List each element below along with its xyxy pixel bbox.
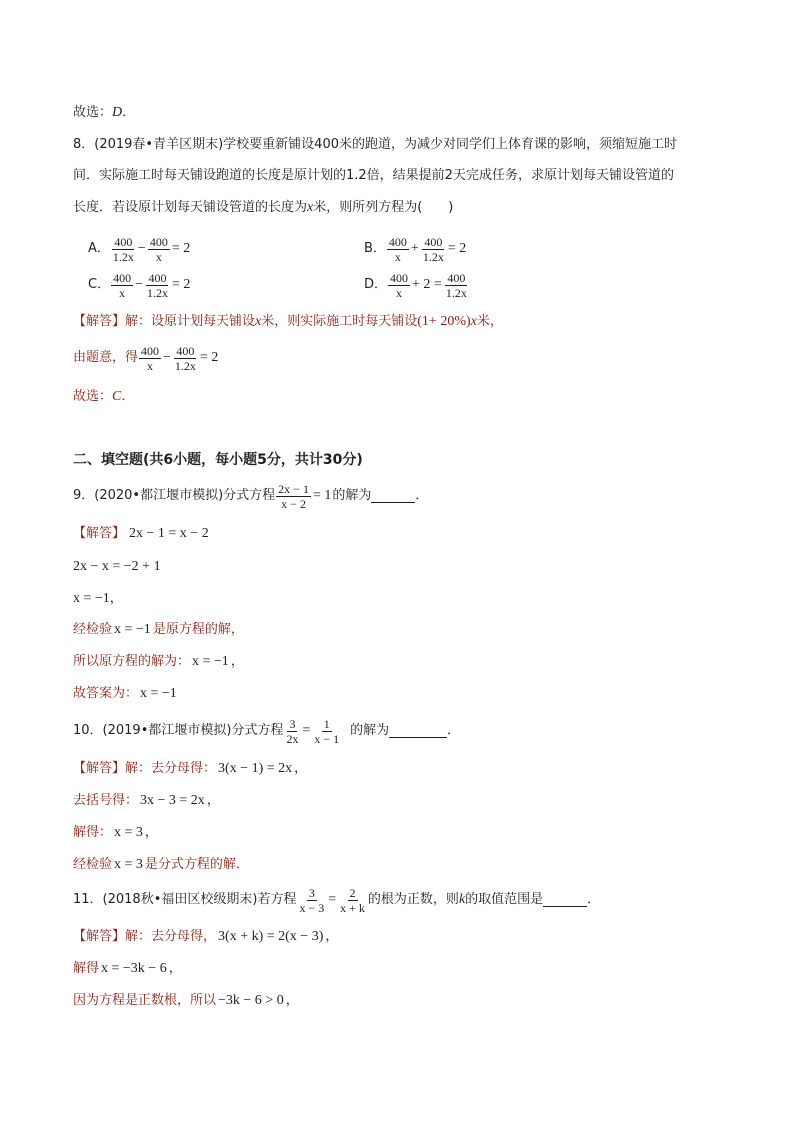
q7-answer-end: ． xyxy=(122,105,136,120)
option-a-operator: − xyxy=(137,241,146,256)
q9-final-math: x = −1 xyxy=(140,686,177,701)
q8-solution-tag: 【解答】 xyxy=(73,314,126,329)
q9-solution-line6 xyxy=(73,685,177,703)
q11-k-variable: k xyxy=(458,892,466,907)
option-d-middle: + 2 = xyxy=(412,277,442,292)
q11-step-1-text: 解：去分母得， xyxy=(125,929,217,944)
q9-solution-line5 xyxy=(73,653,244,671)
q11-step-2-math: x = −3k − 6 xyxy=(101,961,167,976)
q8-stem-line3 xyxy=(73,199,453,217)
q10-solution-line3 xyxy=(73,824,158,842)
option-c-label: C． xyxy=(88,277,111,292)
q11-solution-tag: 【解答】 xyxy=(73,929,126,944)
q8-solution-factor: (1+ 20%) xyxy=(417,314,471,329)
q9-fraction: $\frac{2x - 1}{x - 2}$ xyxy=(278,481,309,511)
q8-solution-equation-label: 由题意，得 xyxy=(73,350,139,365)
q8-solution-fraction-2: $\frac{400}{1.2x}$ xyxy=(174,343,196,373)
q8-option-a[interactable] xyxy=(88,231,191,267)
q10-solution-line1 xyxy=(73,760,307,778)
q8-solution-rhs: = 2 xyxy=(199,350,219,365)
q8-option-c[interactable] xyxy=(88,267,191,303)
q11-step-3-text: 因为方程是正数根，所以 xyxy=(73,993,217,1008)
option-b-label: B． xyxy=(364,241,386,256)
q9-check-b: 是原方程的解， xyxy=(152,622,244,637)
q9-rhs: = 1 xyxy=(312,488,332,503)
option-a-rhs: = 2 xyxy=(171,241,191,256)
q9-step-3: x = −1 xyxy=(73,591,110,606)
option-b-operator: + xyxy=(410,241,419,256)
option-c-rhs: = 2 xyxy=(171,277,191,292)
q10-step-3-math: x = 3 xyxy=(114,825,143,840)
q11-step-1-end: ， xyxy=(325,929,339,944)
q10-step-1-text: 解：去分母得： xyxy=(125,761,217,776)
q8-solution-var-1: x xyxy=(255,314,262,329)
q11-stem-c: 的取值范围是 xyxy=(465,892,544,907)
q8-stem-line1: 8．(2019春•青羊区期末)学校要重新铺设400米的跑道，为减少对同学们上体育课的影响，须缩短施工时 xyxy=(73,137,677,152)
q10-step-3-end: ， xyxy=(144,825,158,840)
q9-step-3-end: ， xyxy=(109,591,123,606)
q11-answer-blank[interactable] xyxy=(543,894,587,907)
q8-solution-line2 xyxy=(73,340,219,376)
option-a-fraction-2: $\frac{400}{x}$ xyxy=(149,234,168,264)
q11-fraction-2: $\frac{2}{x + k}$ xyxy=(340,885,365,915)
q9-conclusion-math: x = −1 xyxy=(192,654,229,669)
q10-step-1-end: ， xyxy=(294,761,308,776)
q10-step-3-text: 解得： xyxy=(73,825,113,840)
q8-stem-line3-a: 长度．若设原计划每天铺设管道的长度为 xyxy=(73,200,308,215)
q7-answer-choice: D xyxy=(112,105,123,120)
section-2-title: 二、填空题(共6小题，每小题5分，共计30分) xyxy=(73,452,363,468)
q10-check-a: 经检验 xyxy=(73,857,113,872)
q11-equals: = xyxy=(328,892,337,907)
q11-stem-end: ． xyxy=(587,892,601,907)
q11-step-1-math: 3(x + k) = 2(x − 3) xyxy=(218,929,324,944)
q8-solution-text-d: 米， xyxy=(476,314,503,329)
q11-step-3-end: ， xyxy=(285,993,299,1008)
q8-solution-fraction-1: $\frac{400}{x}$ xyxy=(141,343,160,373)
q8-solution-text-a: 解：设原计划每天铺设 xyxy=(125,314,256,329)
q11-solution-line2 xyxy=(73,960,182,978)
q10-answer-blank[interactable] xyxy=(389,725,447,738)
q8-option-d[interactable] xyxy=(364,267,470,303)
q11-solution-line1 xyxy=(73,928,338,946)
q10-check-b: 是分式方程的解． xyxy=(144,857,249,872)
q8-answer-prefix: 故选： xyxy=(73,389,113,404)
q9-step-1: 2x − 1 = x − 2 xyxy=(129,526,209,541)
q11-stem xyxy=(73,882,600,918)
q10-solution-line2 xyxy=(73,792,220,810)
q9-solution-tag: 【解答】 xyxy=(73,526,126,541)
q9-conclusion-a: 所以原方程的解为： xyxy=(73,654,191,669)
q11-stem-a: 11．(2018秋•福田区校级期末)若方程 xyxy=(73,892,297,907)
q10-step-1-math: 3(x − 1) = 2x xyxy=(218,761,293,776)
q7-answer-prefix: 故选： xyxy=(73,105,113,120)
q10-step-2-end: ， xyxy=(206,793,220,808)
q9-step-2: 2x − x = −2 + 1 xyxy=(73,559,161,574)
q11-fraction-1: $\frac{3}{x - 3}$ xyxy=(299,885,325,915)
option-d-fraction-2: $\frac{400}{1.2x}$ xyxy=(445,270,467,300)
q11-step-2-text: 解得 xyxy=(73,961,100,976)
q8-answer-line xyxy=(73,388,134,406)
q8-stem-line2: 间．实际施工时每天铺设跑道的长度是原计划的1.2倍，结果提前2天完成任务，求原计划每天铺设管道的 xyxy=(73,168,674,183)
q9-stem-b: 的解为 xyxy=(332,488,372,503)
q11-stem-b: 的根为正数，则 xyxy=(367,892,459,907)
q10-solution-tag: 【解答】 xyxy=(73,761,126,776)
q8-stem-line3-b: 米，则所列方程为( ) xyxy=(313,200,454,215)
q10-step-2-text: 去括号得： xyxy=(73,793,139,808)
q9-stem-end: ． xyxy=(415,488,429,503)
q9-solution-line4 xyxy=(73,621,244,639)
q11-step-3-math: −3k − 6 > 0 xyxy=(218,993,284,1008)
option-a-fraction-1: $\frac{400}{1.2x}$ xyxy=(112,234,134,264)
q9-conclusion-b: ， xyxy=(230,654,244,669)
q8-option-b[interactable] xyxy=(364,231,467,267)
q9-final-a: 故答案为： xyxy=(73,686,139,701)
q10-stem xyxy=(73,713,460,749)
q8-variable: x xyxy=(307,200,314,215)
q11-step-2-end: ， xyxy=(168,961,182,976)
option-c-fraction-1: $\frac{400}{x}$ xyxy=(113,270,132,300)
q9-solution-line3 xyxy=(73,590,123,608)
q9-stem xyxy=(73,478,428,514)
option-d-fraction-1: $\frac{400}{x}$ xyxy=(390,270,409,300)
option-c-fraction-2: $\frac{400}{1.2x}$ xyxy=(146,270,168,300)
q9-stem-a: 9．(2020•都江堰市模拟)分式方程 xyxy=(73,488,276,503)
q10-equals: = xyxy=(302,723,311,738)
q8-answer-end: ． xyxy=(121,389,135,404)
q8-solution-var-2: x xyxy=(470,314,477,329)
q8-solution-line1 xyxy=(73,313,503,331)
q10-stem-a: 10．(2019•都江堰市模拟)分式方程 xyxy=(73,723,284,738)
option-c-operator: − xyxy=(135,277,143,292)
q10-stem-b: 的解为 xyxy=(350,723,390,738)
q10-stem-end: ． xyxy=(447,723,461,738)
q9-answer-blank[interactable] xyxy=(371,490,415,503)
q9-check-a: 经检验 xyxy=(73,622,113,637)
option-b-fraction-1: $\frac{400}{x}$ xyxy=(388,234,407,264)
q7-answer-line xyxy=(73,104,135,122)
q10-check-math: x = 3 xyxy=(114,857,143,872)
q10-step-2-math: 3x − 3 = 2x xyxy=(140,793,205,808)
q9-solution-line1 xyxy=(73,525,209,543)
q10-solution-line4 xyxy=(73,856,249,874)
q8-answer-choice: C xyxy=(112,389,122,404)
option-b-rhs: = 2 xyxy=(447,241,467,256)
option-d-label: D． xyxy=(364,277,388,292)
q10-fraction-1: $\frac{3}{2x}$ xyxy=(286,716,299,746)
q11-solution-line3 xyxy=(73,992,299,1010)
q8-solution-operator: − xyxy=(163,350,171,365)
option-a-label: A． xyxy=(88,241,110,256)
q9-check-math: x = −1 xyxy=(114,622,151,637)
q8-solution-text-b: 米，则实际施工时每天铺设 xyxy=(261,314,418,329)
option-b-fraction-2: $\frac{400}{1.2x}$ xyxy=(422,234,444,264)
q10-fraction-2: $\frac{1}{x - 1}$ xyxy=(314,716,340,746)
